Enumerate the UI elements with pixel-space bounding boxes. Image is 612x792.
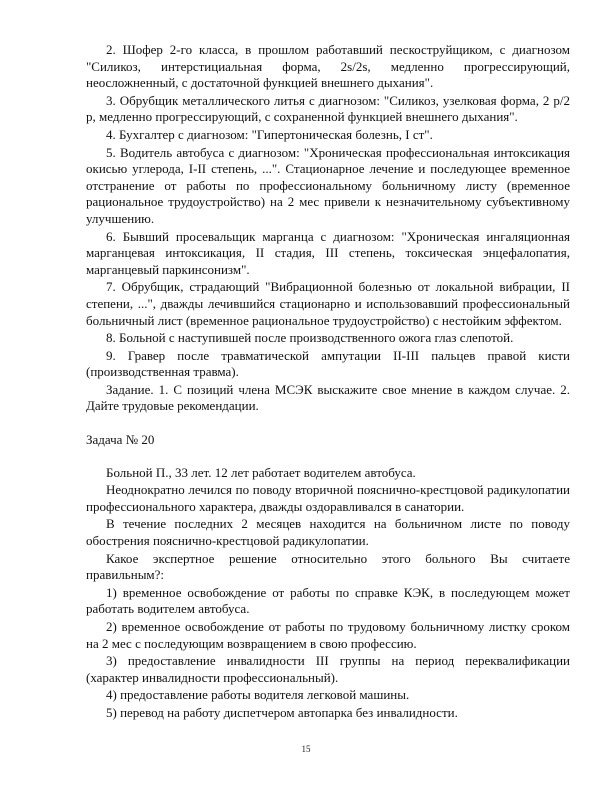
problem-intro-1: Больной П., 33 лет. 12 лет работает водителем автобуса. xyxy=(106,464,416,480)
document-page xyxy=(86,42,570,723)
case-2: 2. Шофер 2-го класса, в прошлом работавший пескоструйщиком, с диагнозом "Силикоз, интерстициальная форма, 2s/2s, медленно прогрессирующий, неосложненный, с достаточной функцией внешнего дыхания". xyxy=(86,42,570,91)
option-4: 4) предоставление работы водителя легковой машины. xyxy=(106,687,410,703)
case-7: 7. Обрубщик, страдающий "Вибрационной болезнью от локальной вибрации, II степени, ...", дважды лечившийся стационарно и использовавший профессиональный больничный лист (временное рациональное трудоустройство) с нестойким эффектом. xyxy=(86,279,570,328)
case-8: 8. Больной с наступившей после производственного ожога глаз слепотой. xyxy=(106,330,514,346)
case-5: 5. Водитель автобуса с диагнозом: "Хроническая профессиональная интоксикация окисью углерода, I-II степень, ...". Стационарное лечение и последующее временное отстранение от работы по профессиональному больничному листу (временное рациональное трудоустройство) на 2 мес привели к незначительному субъективному улучшению. xyxy=(86,144,570,226)
problem-intro-2: Неоднократно лечился по поводу вторичной пояснично-крестцовой радикулопатии профессионального характера, дважды оздоравливался в санатории. xyxy=(86,482,570,514)
case-3: 3. Обрубщик металлического литья с диагнозом: "Силикоз, узелковая форма, 2 р/2 р, медленно прогрессирующий, с сохраненной функцией внешнего дыхания". xyxy=(86,92,570,125)
option-5: 5) перевод на работу диспетчером автопарка без инвалидности. xyxy=(106,704,458,720)
case-6: 6. Бывший просевальщик марганца с диагнозом: "Хроническая ингаляционная марганцевая интоксикация, II стадия, III степень, токсическая энцефалопатия, марганцевый паркинсонизм". xyxy=(86,228,570,277)
option-3: 3) предоставление инвалидности III группы на период переквалификации (характер инвалидности профессиональный). xyxy=(86,653,570,685)
case-4: 4. Бухгалтер с диагнозом: "Гипертоническая болезнь, I ст". xyxy=(106,126,433,142)
problem-title: Задача № 20 xyxy=(86,432,155,448)
page-number: 15 xyxy=(301,744,311,754)
case-9: 9. Гравер после травматической ампутации II-III пальцев правой кисти (производственная травма). xyxy=(86,347,570,380)
problem-intro-3: В течение последних 2 месяцев находится на больничном листе по поводу обострения пояснично-крестцовой радикулопатии. xyxy=(86,516,570,549)
problem-question: Какое экспертное решение относительно этого больного Вы считаете правильным?: xyxy=(86,550,570,583)
option-2: 2) временное освобождение от работы по трудовому больничному листку сроком на 2 мес с последующим возвращением в свою профессию. xyxy=(86,619,570,651)
option-1: 1) временное освобождение от работы по справке КЭК, в последующем может работать водителем автобуса. xyxy=(86,584,570,617)
task-instruction: Задание. 1. С позиций члена МСЭК выскажите свое мнение в каждом случае. 2. Дайте трудовые рекомендации. xyxy=(86,381,570,414)
